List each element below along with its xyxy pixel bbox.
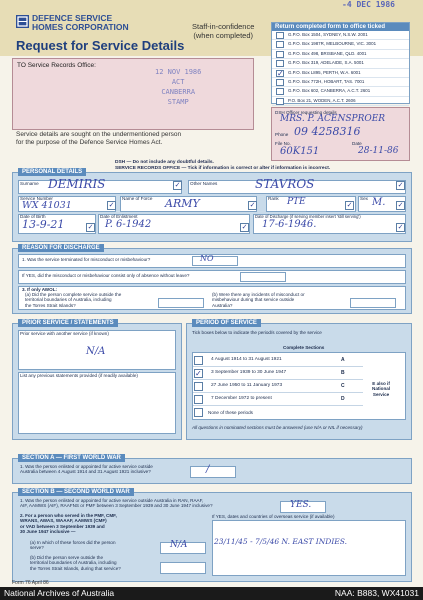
period-row[interactable] [193,354,363,367]
reason-heading: REASON FOR DISCHARGE [18,244,104,252]
office-checkbox[interactable] [276,41,284,48]
form-number: Form 76 April 86 [12,580,49,586]
period-range: 7 December 1972 to present [211,396,272,401]
to-label: TO Service Records Office: [17,62,96,69]
reason-q2-answer[interactable] [240,272,286,282]
period-range: 4 August 1914 to 31 August 1921 [211,357,282,362]
dob-tick[interactable]: ✓ [87,224,94,231]
return-office-box [271,22,410,104]
other-names-value: STAVROS [255,177,315,191]
office-checkbox[interactable] [276,98,284,105]
section-a-q1-answer[interactable] [190,466,236,478]
personal-details-heading: PERSONAL DETAILS [18,168,86,176]
archive-reference: NAA: B883, WX41031 [334,588,419,598]
logo-icon [16,15,29,28]
file-number: 60K151 [280,146,320,157]
office-address: G.P.O. Box 772H, HOBART, TAS. 7001 [288,78,365,84]
office-checkbox[interactable] [276,32,284,39]
discharge-tick[interactable]: ✓ [397,224,404,231]
office-checkbox[interactable]: ✓ [277,68,284,78]
previous-statements-field[interactable] [18,372,176,434]
office-option[interactable] [272,40,409,49]
office-checkbox[interactable] [276,51,284,58]
officer-name: MRS. P. ACENSPROER [280,114,386,124]
period-section-letter: C [341,383,345,389]
archive-footer [0,587,423,600]
period-none-checkbox[interactable] [194,408,203,417]
period-section-letter: A [341,357,345,363]
service-number-tick[interactable]: ✓ [108,202,115,209]
form-title: Request for Service Details [16,38,185,53]
sex-value: M. [372,197,386,208]
office-address: P.O. Box 21, WODEN, A.C.T. 2606 [288,97,356,103]
confidentiality-note: Staff-in-confidence (when completed) [192,22,255,40]
enlistment-tick[interactable]: ✓ [241,224,248,231]
sro-note: SERVICE RECORDS OFFICE — Tick if information is correct or alter if information is incorrect. [115,166,331,171]
surname-tick[interactable]: ✓ [174,182,181,189]
period-section-letter: D [341,396,345,402]
period-row[interactable] [193,380,363,393]
office-option[interactable] [272,78,409,87]
intro-text: Service details are sought on the undermentioned person for the purpose of the Defence Service Homes Act. [16,131,182,146]
office-address: G.P.O. Box 498, BRISBANE, QLD. 4001 [288,50,367,56]
discharge-value: 17-6-1946. [262,219,317,230]
office-address: G.P.O. Box 319, ADELAIDE, S.A. 5001 [288,60,364,66]
received-stamp: -4 DEC 1986 [342,0,395,9]
enlistment-value: P. 6-1942 [105,219,152,230]
overseas-service-value: 23/11/45 - 7/5/46 N. EAST INDIES. [214,537,348,546]
to-service-records-box [12,58,254,130]
period-range: 27 June 1950 to 11 January 1973 [211,383,283,388]
office-checkbox[interactable] [276,60,284,67]
rank-value: PTE [287,197,306,207]
office-option[interactable] [272,69,409,78]
prior-service-value: N/A [86,346,106,357]
office-option[interactable] [272,50,409,59]
force-value: ARMY [165,197,200,210]
period-row[interactable] [193,393,363,406]
office-address: G.P.O. Box 602, CANBERRA, A.C.T. 2601 [288,88,371,94]
reason-q3a-answer[interactable] [158,298,204,308]
rank-field[interactable] [266,196,356,212]
period-checkbox[interactable] [194,395,203,404]
section-b-q2b-answer[interactable] [160,562,206,574]
archive-name: National Archives of Australia [4,588,115,598]
force-tick[interactable]: ✓ [249,202,256,209]
office-option[interactable] [272,97,409,106]
service-number-value: WX 41031 [22,200,72,211]
request-date: 28-11-86 [358,146,399,156]
period-row[interactable] [193,367,363,380]
return-box-title: Return completed form to office ticked [272,23,409,31]
office-option[interactable] [272,87,409,96]
period-range: 3 September 1939 to 30 June 1947 [211,370,287,375]
period-section-letter: B [341,370,345,376]
reason-q3b-answer[interactable] [350,298,396,308]
surname-value: DEMIRIS [48,177,106,191]
office-address: G.P.O. Box L895, PERTH, W.A. 6001 [288,69,361,75]
overseas-service-field[interactable] [212,520,406,576]
office-address: G.P.O. Box 1987R, MELBOURNE, VIC. 3001 [288,41,377,47]
period-service-heading: PERIOD OF SERVICE [192,319,261,327]
sex-tick[interactable]: ✓ [397,202,404,209]
reason-q1-answer[interactable] [192,256,238,266]
section-a-q1-value: / [206,464,210,475]
reason-q1-value: NO [200,254,214,263]
office-address: G.P.O. Box 1504, SYDNEY, N.S.W. 2001 [288,32,368,37]
prior-service-heading: PRIOR SERVICE / STATEMENTS [18,319,118,327]
section-b-q1-value: YES. [290,500,312,510]
dsh-note: DSH — Do not include any doubtful details. [115,160,214,165]
office-stamp: 12 NOV 1986 ACT CANBERRA STAMP [155,68,202,106]
office-checkbox[interactable] [276,88,284,95]
office-option[interactable] [272,59,409,68]
office-checkbox[interactable] [276,79,284,86]
office-option[interactable] [272,31,409,40]
dsh-officer-box: DSH Officer requesting details MRS. P. ACENSPROER Phone 09 4258316 File No. Date 60K151 28-11-86 [271,107,410,161]
period-checkbox[interactable] [194,356,203,365]
other-names-tick[interactable]: ✓ [397,182,404,189]
period-checkbox[interactable] [194,382,203,391]
rank-tick[interactable]: ✓ [346,202,353,209]
period-checkbox[interactable]: ✓ [195,369,202,378]
dob-value: 13-9-21 [22,218,65,231]
section-b-q2a-value: N/A [170,540,188,550]
org-name: DEFENCE SERVICE HOMES CORPORATION [32,13,129,32]
officer-phone: 09 4258316 [294,125,361,138]
section-b-heading: SECTION B — SECOND WORLD WAR [18,488,134,496]
section-a-heading: SECTION A — FIRST WORLD WAR [18,454,125,462]
